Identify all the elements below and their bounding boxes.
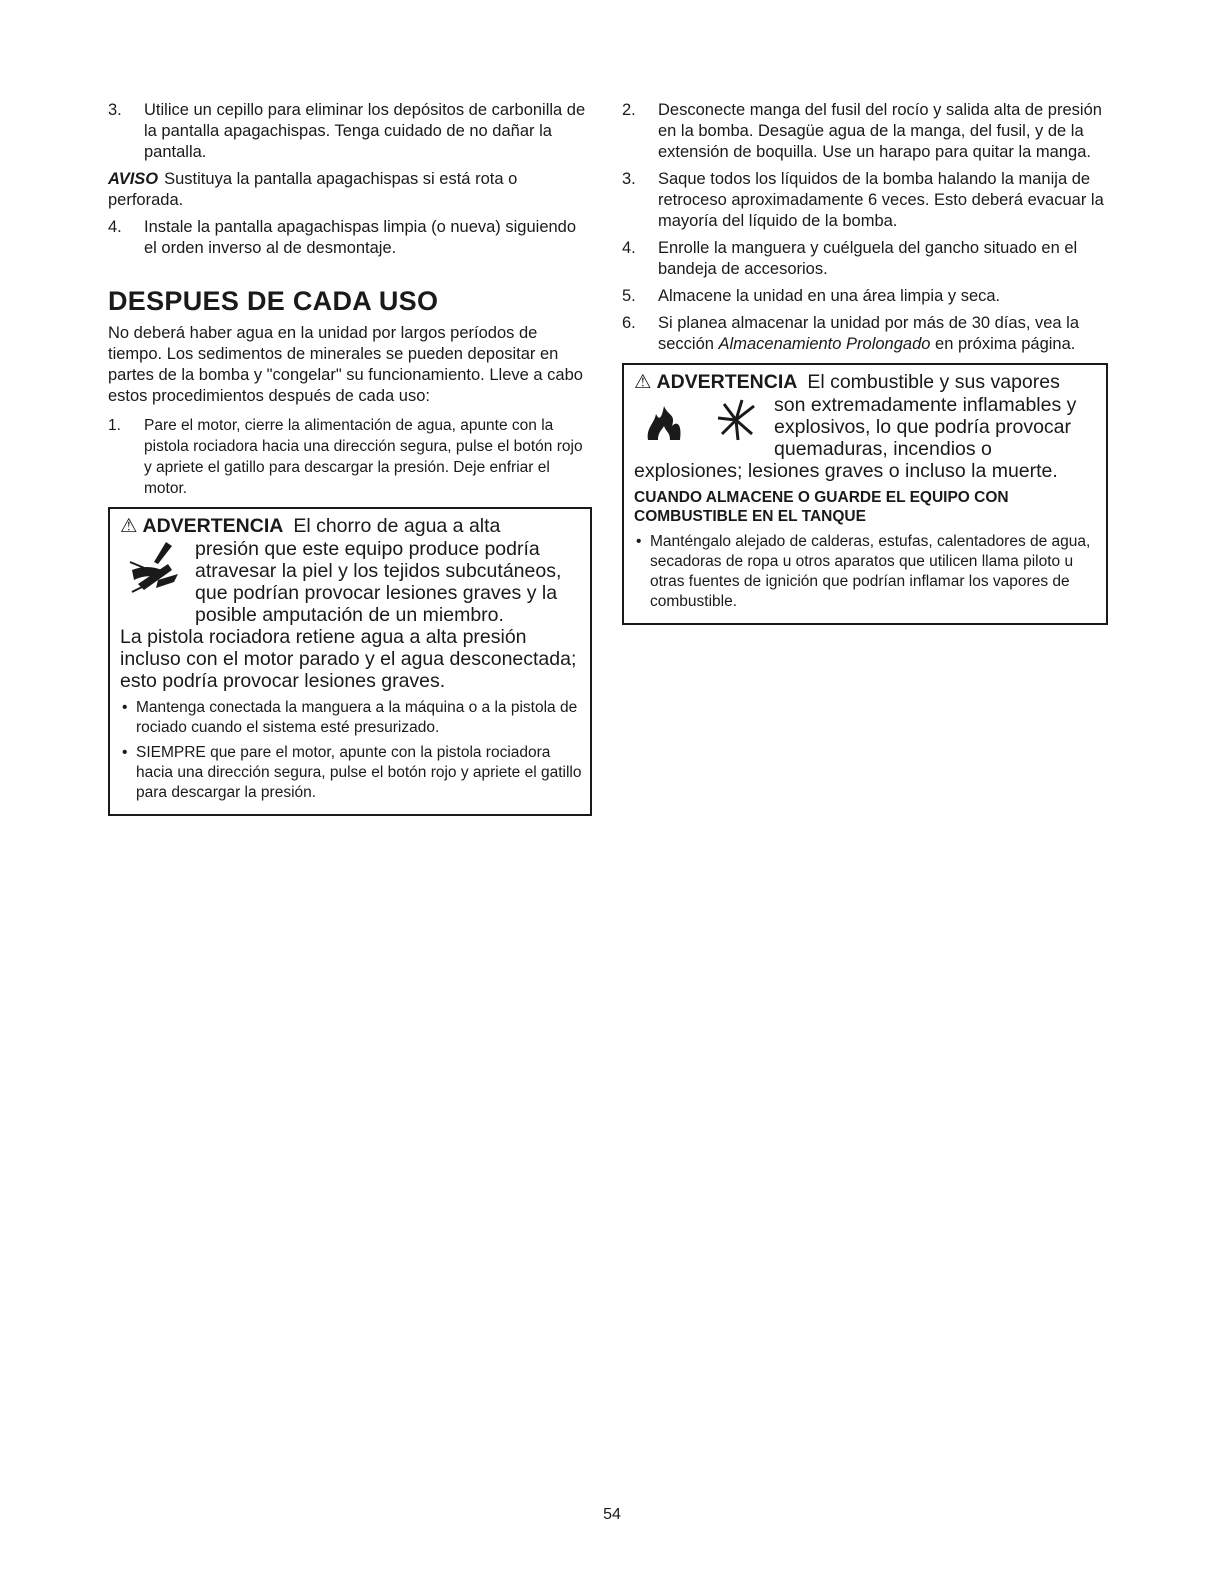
step-number: 6. [622, 314, 636, 332]
water-jet-injection-icon [128, 540, 188, 607]
warning-header [634, 371, 1098, 394]
step-2-disconnect-hose [622, 100, 1108, 163]
step-3-clean-screen [108, 100, 592, 163]
step-text: Almacene la unidad en una área limpia y seca. [658, 287, 1001, 305]
step-3-drain-pump [622, 169, 1108, 232]
warning-bullet: • Manténgalo alejado de calderas, estufas, calentadores de agua, secadoras de ropa u otros aparatos que utilicen llama piloto u otras fuentes de ignición que podrían inflamar los vapores de combustible. [634, 532, 1098, 612]
warning-indented-line: que podrían provocar lesiones graves y la [195, 582, 558, 604]
step-text: Saque todos los líquidos de la bomba halando la manija de retroceso aproximadamente 6 veces. Esto deberá evacuar la mayoría del líquido de la bomba. [658, 170, 1104, 230]
step-number: 4. [108, 218, 122, 236]
warning-bullet: • Mantenga conectada la manguera a la máquina o a la pistola de rociado cuando el sistema esté presurizado. [120, 698, 582, 738]
warning-continuation: explosiones; lesiones graves o incluso la muerte. [634, 460, 1058, 482]
warning-indented-line: explosivos, lo que podría provocar [774, 416, 1072, 438]
warning-line1: El chorro de agua a alta [293, 515, 501, 537]
warning-bullet-list [634, 532, 1098, 612]
step-text: Utilice un cepillo para eliminar los depósitos de carbonilla de la pantalla apagachispas. Tenga cuidado de no dañar la pantalla. [144, 101, 586, 161]
warning-line1: El combustible y sus vapores [807, 371, 1060, 393]
step-text: Desconecte manga del fusil del rocío y salida alta de presión en la bomba. Desagüe agua de la manga, del fusil, y de la extensión de boquilla. Use un harapo para quitar la manga. [658, 101, 1102, 161]
warning-label: ADVERTENCIA [656, 371, 798, 393]
step-text-post: en próxima página. [935, 335, 1076, 353]
warning-bullet-list [120, 698, 582, 803]
warning-indented-line: posible amputación de un miembro. [195, 604, 504, 626]
step-6-long-storage [622, 313, 1108, 355]
step-text-italic: Almacenamiento Prolongado [718, 335, 931, 353]
step-number: 3. [108, 101, 122, 119]
warning-triangle-icon: ⚠ [120, 515, 138, 537]
step-5-store-unit [622, 286, 1108, 307]
step-number: 2. [622, 101, 636, 119]
warning-continuation: La pistola rociadora retiene agua a alta presión incluso con el motor parado y el agua desconectada; esto podría provocar lesiones graves. [120, 626, 577, 692]
left-column [108, 100, 592, 816]
section-intro: No deberá haber agua en la unidad por largos períodos de tiempo. Los sedimentos de minerales se pueden depositar en partes de la bomba y "congelar" su funcionamiento. Lleve a cabo estos procedimientos después de cada uso: [108, 324, 583, 405]
fuel-warning-box [622, 363, 1108, 625]
step-number: 1. [108, 417, 121, 434]
step-number: 5. [622, 287, 636, 305]
warning-word [634, 371, 797, 393]
warning-bullet: • SIEMPRE que pare el motor, apunte con la pistola rociadora hacia una dirección segura, pulse el botón rojo y apriete el gatillo para descargar la presión. [120, 743, 582, 803]
aviso-note [108, 169, 592, 211]
step-number: 3. [622, 170, 636, 188]
step-text-pre: Si planea almacenar la unidad por más de 30 días, vea la sección [658, 314, 1080, 353]
warning-header [120, 515, 582, 538]
step-text: Enrolle la manguera y cuélguela del gancho situado en el bandeja de accesorios. [658, 239, 1078, 278]
step-text: Pare el motor, cierre la alimentación de agua, apunte con la pistola rociadora hacia una dirección segura, pulse el botón rojo y apriete el gatillo para descargar la presión. Deje enfriar el motor. [144, 417, 583, 497]
step-4-install-screen [108, 217, 592, 259]
step-1-stop-engine [108, 415, 592, 499]
step-text: Instale la pantalla apagachispas limpia (o nueva) siguiendo el orden inverso al de desmontaje. [144, 218, 577, 257]
page-number: 54 [603, 1506, 621, 1523]
warning-triangle-icon: ⚠ [634, 371, 652, 393]
warning-indented-line: quemaduras, incendios o [774, 438, 992, 460]
warning-indented-line: atravesar la piel y los tejidos subcutáneos, [195, 560, 562, 582]
right-column [622, 100, 1108, 625]
aviso-label: AVISO [108, 170, 159, 188]
fire-explosion-icon [642, 396, 766, 449]
warning-caps-heading: CUANDO ALMACENE O GUARDE EL EQUIPO CON COMBUSTIBLE EN EL TANQUE [634, 489, 1009, 525]
section-title: DESPUES DE CADA USO [108, 286, 439, 316]
warning-indented-line: presión que este equipo produce podría [195, 538, 540, 560]
step-text [658, 313, 1108, 355]
high-pressure-warning-box [108, 507, 592, 816]
warning-indented-line: son extremadamente inflamables y [774, 394, 1077, 416]
aviso-text: Sustituya la pantalla apagachispas si está rota o perforada. [108, 170, 518, 209]
warning-label: ADVERTENCIA [142, 515, 284, 537]
step-number: 4. [622, 239, 636, 257]
warning-word [120, 515, 283, 537]
step-4-coil-hose [622, 238, 1108, 280]
